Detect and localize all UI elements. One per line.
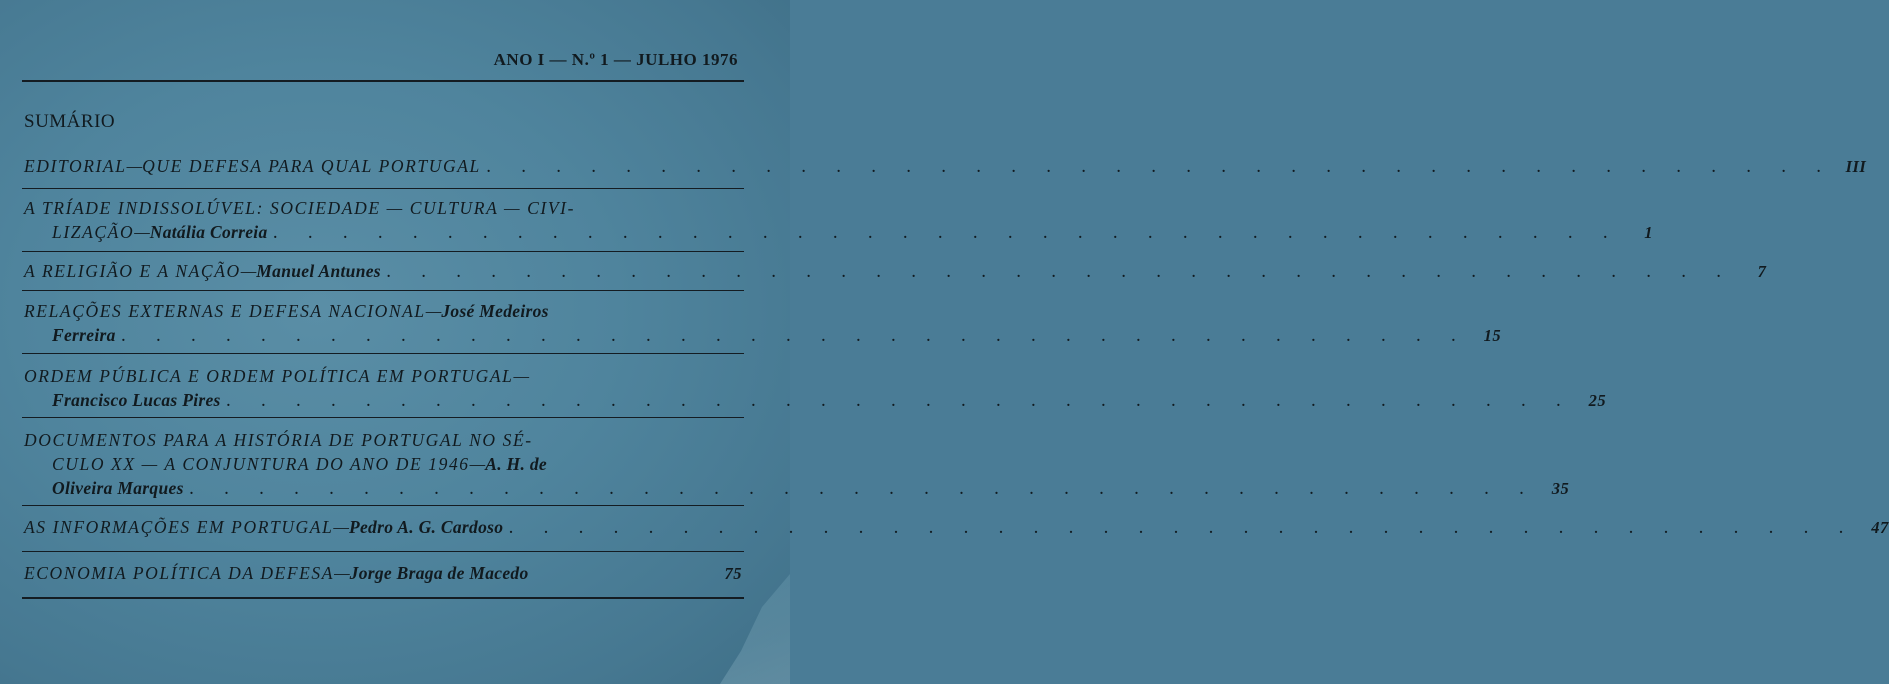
leader-dots: . . . . . . . . . . . . . . . . . . . . . . . . . . . . . . . . . . . . . . . bbox=[509, 522, 1857, 537]
entry-dash: — bbox=[240, 261, 257, 281]
toc-entry-documentos[interactable] bbox=[24, 428, 1570, 500]
leader-dots: . . . . . . . . . . . . . . . . . . . . . . . . . . . . . . . . . . . . . . . bbox=[273, 227, 1622, 242]
toc-line bbox=[24, 364, 742, 388]
toc-entry-editorial[interactable] bbox=[24, 154, 1867, 178]
entry-author: Natália Correia bbox=[149, 222, 268, 242]
toc-line bbox=[24, 259, 1767, 283]
leader-dots: . . . . . . . . . . . . . . . . . . . . . . . . . . . . . . . . . . . . . . . bbox=[226, 395, 1575, 410]
toc-line bbox=[24, 452, 742, 476]
page-number: 15 bbox=[1483, 326, 1502, 345]
leader-dots: . . . . . . . . . . . . . . . . . . . . . . . . . . . . . . . . . . . . . . . bbox=[486, 161, 1835, 176]
entry-author: Francisco Lucas Pires bbox=[52, 390, 221, 410]
entry-title: CULO XX — A CONJUNTURA DO ANO DE 1946 bbox=[52, 454, 470, 474]
entry-rule bbox=[22, 417, 744, 418]
entry-title: ORDEM PÚBLICA E ORDEM POLÍTICA EM PORTUGAL bbox=[24, 366, 514, 386]
toc-line bbox=[24, 323, 1502, 347]
page-number: 1 bbox=[1644, 223, 1654, 242]
page-number: 25 bbox=[1588, 391, 1607, 410]
toc-line bbox=[24, 388, 1607, 412]
footer-rule bbox=[22, 597, 744, 599]
entry-title: ECONOMIA POLÍTICA DA DEFESA bbox=[24, 563, 335, 583]
entry-author: A. H. de bbox=[485, 454, 547, 474]
entry-dash: — bbox=[469, 454, 486, 474]
toc-line bbox=[24, 428, 742, 452]
issue-header: ANO I — N.º 1 — JULHO 1976 bbox=[493, 50, 738, 69]
entry-dash: — bbox=[425, 301, 442, 321]
entry-title: EDITORIAL bbox=[24, 156, 127, 176]
toc-line bbox=[24, 220, 1654, 244]
toc-line bbox=[24, 515, 1889, 539]
entry-dash: — bbox=[334, 563, 350, 583]
page-number: III bbox=[1845, 157, 1867, 176]
entry-author: José Medeiros bbox=[441, 301, 549, 321]
torn-corner bbox=[720, 574, 790, 684]
entry-author: Oliveira Marques bbox=[52, 478, 184, 498]
toc-entry-relacoes[interactable] bbox=[24, 299, 1502, 347]
entry-title: LIZAÇÃO bbox=[52, 222, 135, 242]
leader-dots: . . . . . . . . . . . . . . . . . . . . . . . . . . . . . . . . . . . . . . . bbox=[386, 266, 1735, 281]
toc-entry-religiao[interactable] bbox=[24, 259, 1767, 283]
entry-dash: — bbox=[134, 222, 150, 242]
leader-dots: . . . . . . . . . . . . . . . . . . . . . . . . . . . . . . . . . . . . . . . bbox=[121, 330, 1470, 345]
entry-title: DOCUMENTOS PARA A HISTÓRIA DE PORTUGAL NO SÉ- bbox=[24, 430, 533, 450]
toc-entry-economia[interactable] bbox=[24, 561, 742, 585]
toc-entry-triade[interactable] bbox=[24, 196, 1654, 244]
page-number: 47 bbox=[1871, 518, 1889, 537]
entry-title: A RELIGIÃO E A NAÇÃO bbox=[24, 261, 241, 281]
page-number: 75 bbox=[724, 564, 742, 583]
entry-rule bbox=[22, 353, 744, 354]
entry-author: Manuel Antunes bbox=[256, 261, 381, 281]
entry-title: AS INFORMAÇÕES EM PORTUGAL bbox=[24, 517, 334, 537]
toc-entry-ordem[interactable] bbox=[24, 364, 1607, 412]
entry-title: A TRÍADE INDISSOLÚVEL: SOCIEDADE — CULTURA — CIVI- bbox=[24, 198, 576, 218]
toc-entry-informacoes[interactable] bbox=[24, 515, 1889, 539]
toc-line bbox=[24, 476, 1570, 500]
entry-rule bbox=[22, 290, 744, 291]
toc-line bbox=[24, 196, 742, 220]
entry-dash: — bbox=[513, 366, 530, 386]
entry-author: Ferreira bbox=[52, 325, 116, 345]
entry-dash: — bbox=[126, 156, 143, 176]
page-number: 7 bbox=[1757, 262, 1767, 281]
entry-title: RELAÇÕES EXTERNAS E DEFESA NACIONAL bbox=[24, 301, 426, 321]
section-title: SUMÁRIO bbox=[24, 111, 116, 132]
entry-author: Jorge Braga de Macedo bbox=[349, 563, 529, 583]
toc-line bbox=[24, 299, 742, 323]
entry-author: Pedro A. G. Cardoso bbox=[348, 517, 504, 537]
entry-rule bbox=[22, 251, 744, 252]
leader-dots: . . . . . . . . . . . . . . . . . . . . . . . . . . . . . . . . . . . . . . . bbox=[189, 483, 1538, 498]
header-rule bbox=[22, 80, 744, 82]
toc-line bbox=[24, 561, 742, 585]
entry-title: QUE DEFESA PARA QUAL PORTUGAL bbox=[142, 156, 481, 176]
entry-dash: — bbox=[333, 517, 349, 537]
page-number: 35 bbox=[1551, 479, 1570, 498]
entry-rule bbox=[22, 505, 744, 506]
toc-line bbox=[24, 154, 1867, 178]
entry-rule bbox=[22, 551, 744, 552]
entry-rule bbox=[22, 188, 744, 189]
